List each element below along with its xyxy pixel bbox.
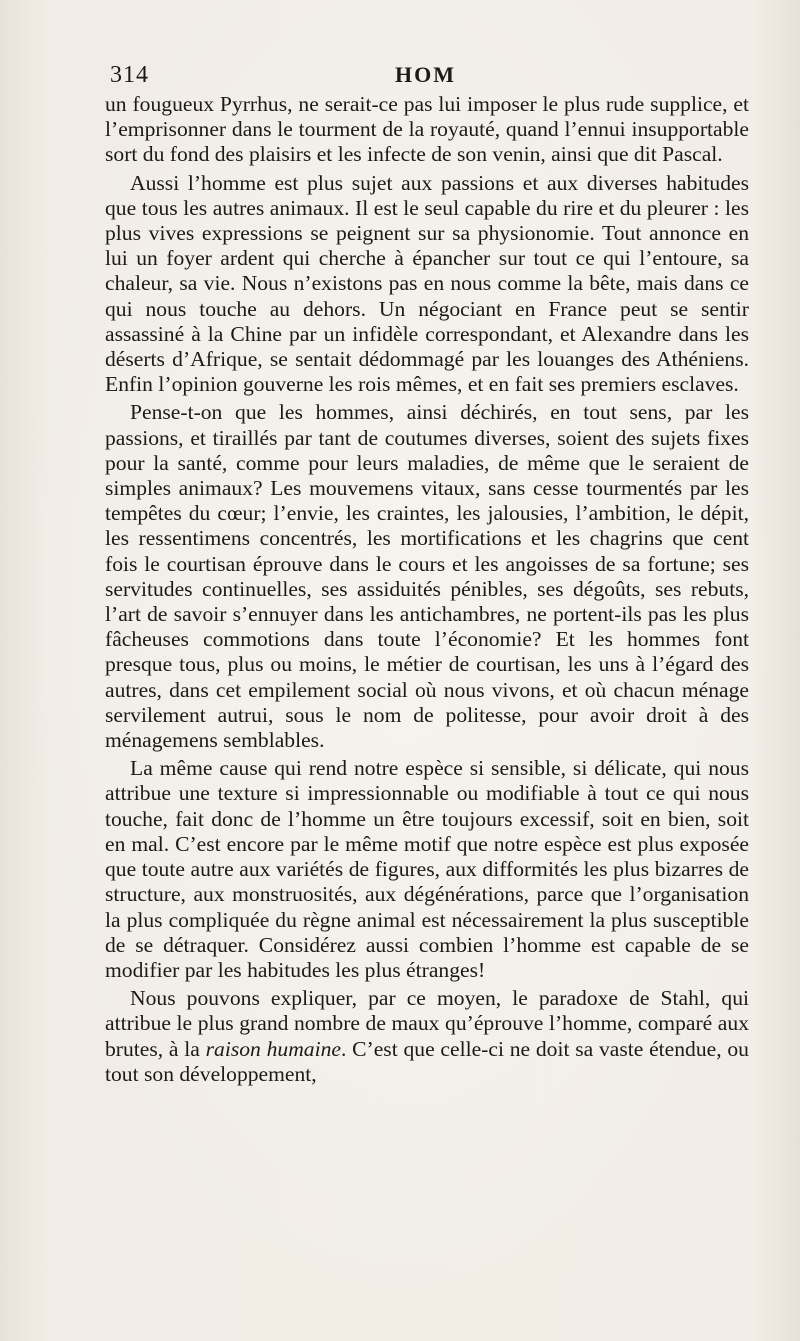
paragraph-5-start: Nous pouvons expliquer, par ce moyen, le paradoxe de Stahl, qui attribue le plus grand nombre de maux qu’éprouve l’homme, comparé aux brutes, à la: [105, 986, 749, 1061]
running-head: HOM: [395, 62, 456, 87]
page-number: 314: [110, 62, 149, 88]
italic-phrase: raison humaine: [205, 1036, 341, 1061]
paragraph-3: Pense-t-on que les hommes, ainsi déchirés, en tout sens, par les passions, et tiraillés par tant de coutumes diverses, soient des sujets fixes pour la santé, comme pour leurs maladies, de même que le seraient de simples animaux? Les mouvemens vitaux, sans cesse tourmentés par les tempêtes du cœur; l’envie, les craintes, les jalousies, l’ambition, le dépit, les ressentimens concentrés, les mortifications et les chagrins que cent fois le courtisan éprouve dans le cours et les angoisses de sa fortune; ses servitudes continuelles, ses assiduités pénibles, ses dégoûts, ses rebuts, l’art de savoir s’ennuyer dans les antichambres, ne portent-ils pas les plus fâcheuses commotions dans toute l’économie? Et les hommes font presque tous, plus ou moins, le métier de courtisan, les uns à l’égard des autres, dans cet empilement social où nous vivons, et où chacun ménage servilement autrui, sous le nom de politesse, pour avoir droit à des ménagemens semblables.: [105, 400, 749, 753]
paragraph-1: un fougueux Pyrrhus, ne serait-ce pas lui imposer le plus rude supplice, et l’emprisonner dans le tourment de la royauté, quand l’ennui insupportable sort du fond des plaisirs et les infecte de son venin, ainsi que dit Pascal.: [105, 92, 749, 167]
paragraph-4: La même cause qui rend notre espèce si sensible, si délicate, qui nous attribue une texture si impressionnable ou modifiable à tout ce qui nous touche, fait donc de l’homme un être toujours excessif, soit en bien, soit en mal. C’est encore par le même motif que notre espèce est plus exposée que toute autre aux variétés de figures, aux difformités les plus bizarres de structure, aux monstruosités, aux dégénérations, parce que l’organisation la plus compliquée du règne animal est nécessairement la plus susceptible de se détraquer. Considérez aussi combien l’homme est capable de se modifier par les habitudes les plus étranges!: [105, 756, 749, 982]
paragraph-5: [105, 986, 749, 1087]
body-text: [105, 92, 749, 1087]
paragraph-2: Aussi l’homme est plus sujet aux passions et aux diverses habitudes que tous les autres animaux. Il est le seul capable du rire et du pleurer : les plus vives expressions se peignent sur sa physionomie. Tout annonce en lui un foyer ardent qui cherche à épancher sur tout ce qui l’entoure, sa chaleur, sa vie. Nous n’existons pas en nous comme la bête, mais dans ce qui nous touche au dehors. Un négociant en France peut se sentir assassiné à la Chine par un infidèle correspondant, et Alexandre dans les déserts d’Afrique, se sentait dédommagé par les louanges des Athéniens. Enfin l’opinion gouverne les rois mêmes, et en fait ses premiers esclaves.: [105, 170, 749, 397]
paragraph-5-end: . C’est que celle-ci ne doit sa vaste étendue, ou tout son développement,: [105, 1036, 749, 1086]
page-header: [110, 62, 750, 96]
